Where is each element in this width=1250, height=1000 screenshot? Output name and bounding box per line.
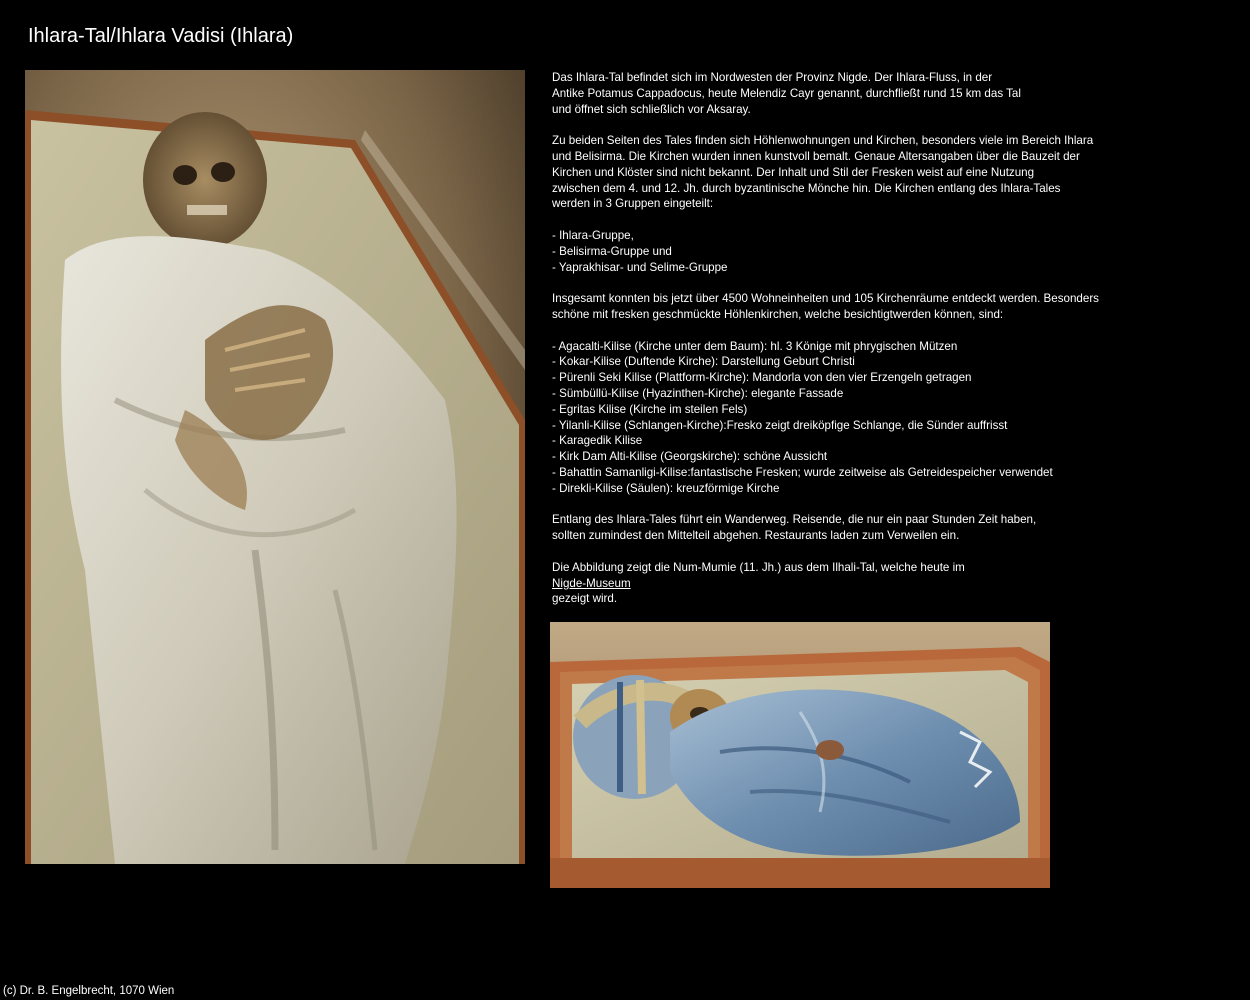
group-item: - Ihlara-Gruppe, (552, 228, 634, 242)
summary-line: schöne mit fresken geschmückte Höhlenkirchen, welche besichtigtwerden können, sind: (552, 307, 1004, 321)
church-item: - Kokar-Kilise (Duftende Kirche): Darstellung Geburt Christi (552, 355, 855, 369)
intro-line: Antike Potamus Cappadocus, heute Melendiz Cayr genannt, durchfließt rund 15 km das Tal (552, 86, 1021, 100)
church-item: - Direkli-Kilise (Säulen): kreuzförmige Kirche (552, 481, 780, 495)
intro-line: und öffnet sich schließlich vor Aksaray. (552, 102, 751, 116)
church-item: - Karagedik Kilise (552, 434, 643, 448)
churches-intro-line: Kirchen und Klöster sind nicht bekannt. Der Inhalt und Stil der Fresken weist auf eine Nutzung (552, 165, 1035, 179)
church-item: - Kirk Dam Alti-Kilise (Georgskirche): schöne Aussicht (552, 450, 828, 464)
churches-intro-line: und Belisirma. Die Kirchen wurden innen kunstvoll bemalt. Genaue Altersangaben über die Bauzeit der (552, 149, 1080, 163)
nigde-museum-link[interactable]: Nigde-Museum (552, 576, 631, 590)
churches-intro-line: zwischen dem 4. und 12. Jh. durch byzantinische Mönche hin. Die Kirchen entlang des Ihlara-Tales (552, 181, 1061, 195)
article-text (552, 70, 1242, 607)
church-item: - Egritas Kilise (Kirche im steilen Fels) (552, 402, 748, 416)
hiking-line: sollten zumindest den Mittelteil abgehen. Restaurants laden zum Verweilen ein. (552, 529, 960, 543)
church-item: - Yilanli-Kilise (Schlangen-Kirche):Fresko zeigt dreiköpfige Schlange, die Sünder auffrisst (552, 418, 1008, 432)
hiking-line: Entlang des Ihlara-Tales führt ein Wanderweg. Reisende, die nur ein paar Stunden Zeit haben, (552, 513, 1037, 527)
churches-intro-line: werden in 3 Gruppen eingeteilt: (552, 197, 714, 211)
mummy-photo-main (25, 70, 525, 864)
church-item: - Pürenli Seki Kilise (Plattform-Kirche): Mandorla von den vier Erzengeln getragen (552, 371, 972, 385)
mummy-photo-secondary (550, 622, 1050, 888)
group-item: - Yaprakhisar- und Selime-Gruppe (552, 260, 728, 274)
churches-intro-line: Zu beiden Seiten des Tales finden sich Höhlenwohnungen und Kirchen, besonders viele im Bereich Ihlara (552, 134, 1094, 148)
group-item: - Belisirma-Gruppe und (552, 244, 672, 258)
page-title: Ihlara-Tal/Ihlara Vadisi (Ihlara) (28, 25, 294, 47)
church-item: - Bahattin Samanligi-Kilise:fantastische Fresken; wurde zeitweise als Getreidespeicher verwendet (552, 465, 1053, 479)
church-item: - Agacalti-Kilise (Kirche unter dem Baum): hl. 3 Könige mit phrygischen Mützen (552, 339, 958, 353)
copyright-footer: (c) Dr. B. Engelbrecht, 1070 Wien (3, 985, 175, 997)
summary-line: Insgesamt konnten bis jetzt über 4500 Wohneinheiten und 105 Kirchenräume entdeckt werden. Besonders (552, 292, 1099, 306)
caption-line: gezeigt wird. (552, 592, 618, 606)
church-item: - Sümbüllü-Kilise (Hyazinthen-Kirche): elegante Fassade (552, 386, 844, 400)
intro-line: Das Ihlara-Tal befindet sich im Nordwesten der Provinz Nigde. Der Ihlara-Fluss, in der (552, 71, 993, 84)
caption-line: Die Abbildung zeigt die Num-Mumie (11. Jh.) aus dem Ilhali-Tal, welche heute im (552, 560, 965, 574)
